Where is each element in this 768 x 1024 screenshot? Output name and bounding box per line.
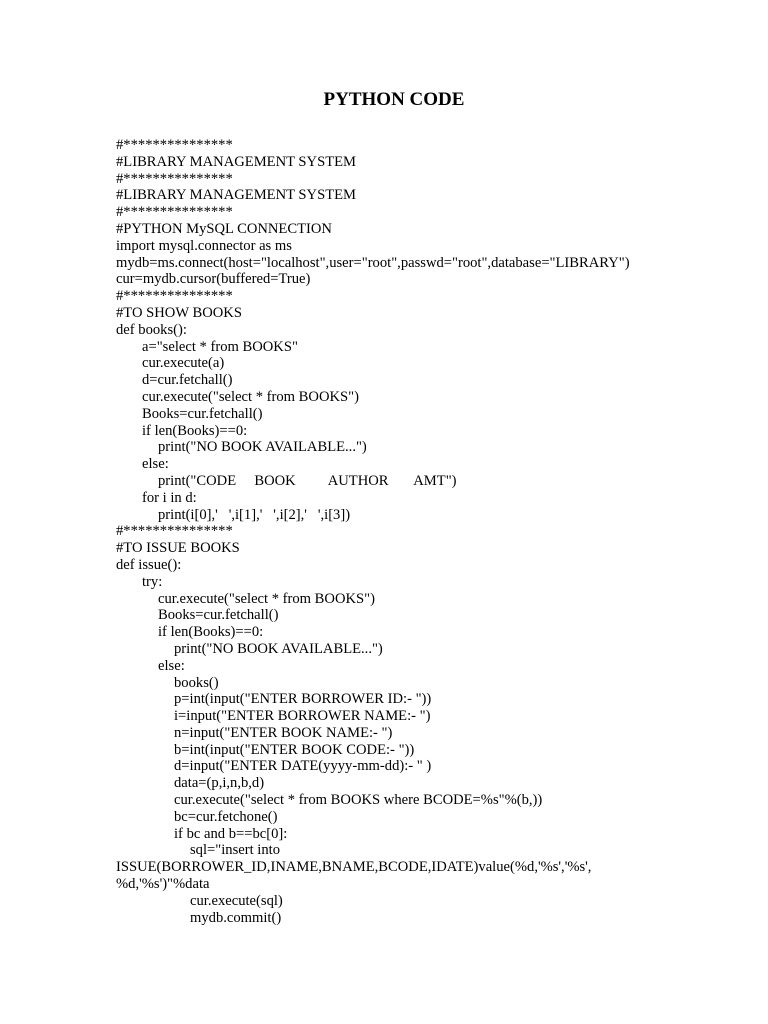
code-line: cur.execute("select * from BOOKS where BCODE=%s"%(b,)) [174, 792, 543, 809]
code-line: if len(Books)==0: [142, 422, 248, 439]
code-line: data=(p,i,n,b,d) [174, 775, 265, 792]
code-line: cur.execute(a) [142, 355, 225, 372]
code-line: #TO ISSUE BOOKS [116, 540, 240, 557]
code-line: print("NO BOOK AVAILABLE...") [174, 640, 383, 657]
code-line: Books=cur.fetchall() [158, 607, 279, 624]
code-line: for i in d: [142, 489, 197, 506]
code-line: ISSUE(BORROWER_ID,INAME,BNAME,BCODE,IDATE)value(%d,'%s','%s', [116, 859, 592, 876]
code-line: #LIBRARY MANAGEMENT SYSTEM [116, 153, 357, 170]
code-line: #*************** [116, 170, 233, 187]
code-line: #*************** [116, 288, 233, 305]
code-line: #PYTHON MySQL CONNECTION [116, 220, 332, 237]
code-line: #*************** [116, 137, 233, 153]
code-line: print(i[0],' ',i[1],' ',i[2],' ',i[3]) [158, 506, 351, 523]
code-line: def issue(): [116, 556, 182, 573]
code-line: Books=cur.fetchall() [142, 405, 263, 422]
code-line: mydb.commit() [190, 909, 282, 926]
code-line: else: [142, 456, 169, 473]
code-line: #*************** [116, 523, 233, 540]
code-line: if bc and b==bc[0]: [174, 825, 288, 842]
code-line: d=cur.fetchall() [142, 372, 233, 389]
code-line: if len(Books)==0: [158, 624, 264, 641]
code-line: a="select * from BOOKS" [142, 338, 298, 355]
code-listing [116, 137, 676, 926]
code-line: cur.execute("select * from BOOKS") [158, 590, 375, 607]
code-line: %d,'%s')"%data [116, 876, 210, 893]
code-line: i=input("ENTER BORROWER NAME:- ") [174, 708, 431, 725]
code-line: b=int(input("ENTER BOOK CODE:- ")) [174, 741, 415, 758]
code-line: sql="insert into [190, 842, 280, 859]
code-line: import mysql.connector as ms [116, 237, 292, 254]
code-line: mydb=ms.connect(host="localhost",user="root",passwd="root",database="LIBRARY") [116, 254, 630, 271]
code-line: cur.execute(sql) [190, 892, 283, 909]
code-line: n=input("ENTER BOOK NAME:- ") [174, 724, 393, 741]
code-line: #*************** [116, 204, 233, 221]
code-line: p=int(input("ENTER BORROWER ID:- ")) [174, 691, 432, 708]
code-line: print("NO BOOK AVAILABLE...") [158, 439, 367, 456]
code-line: bc=cur.fetchone() [174, 808, 278, 825]
code-line: d=input("ENTER DATE(yyyy-mm-dd):- " ) [174, 758, 432, 775]
code-line: #TO SHOW BOOKS [116, 304, 242, 321]
code-line: cur=mydb.cursor(buffered=True) [116, 271, 311, 288]
code-line: #LIBRARY MANAGEMENT SYSTEM [116, 187, 357, 204]
code-line: try: [142, 573, 163, 590]
code-line: cur.execute("select * from BOOKS") [142, 388, 359, 405]
page-title: PYTHON CODE [323, 89, 465, 110]
code-line: def books(): [116, 321, 187, 338]
code-line: print("CODE BOOK AUTHOR AMT") [158, 472, 457, 489]
code-line: else: [158, 657, 185, 674]
code-line: books() [174, 674, 219, 691]
